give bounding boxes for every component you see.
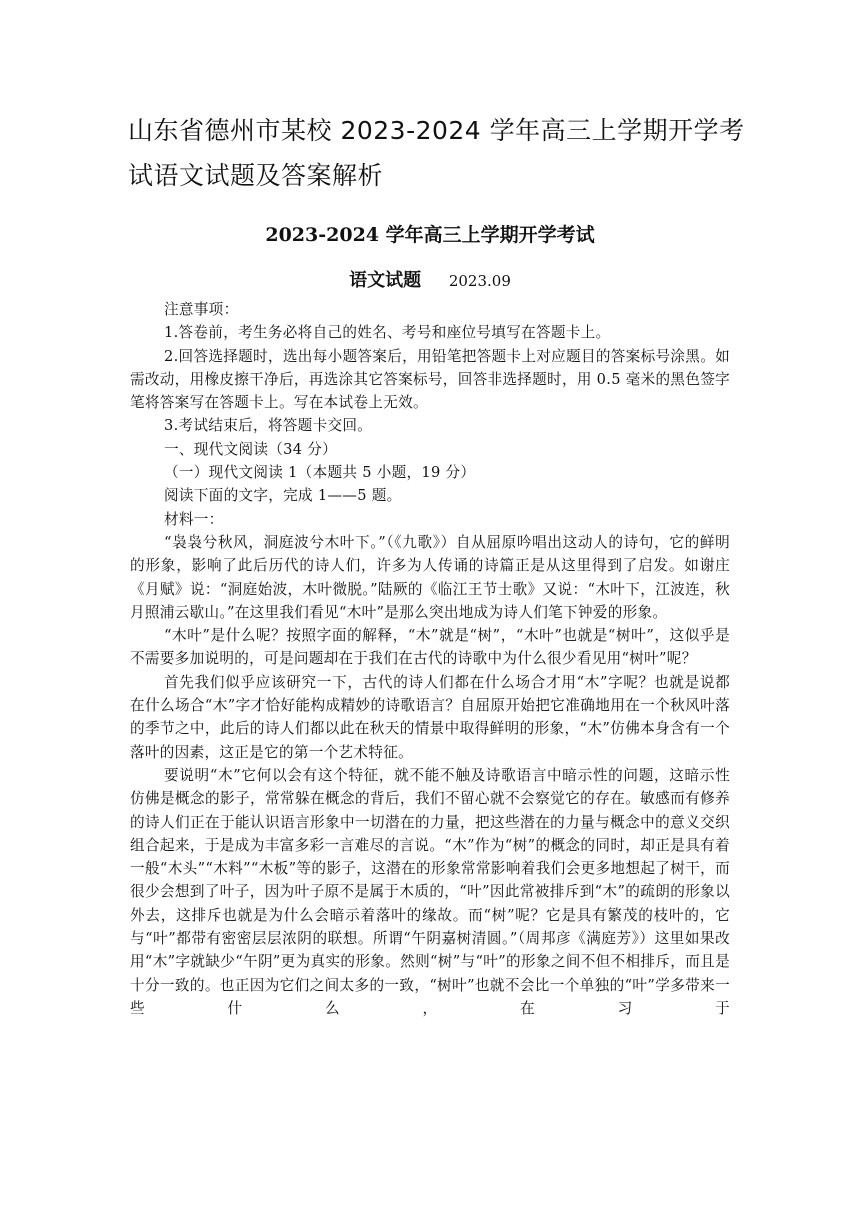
notice-item-3: 3.考试结束后，将答题卡交回。 (164, 417, 373, 435)
exam-body (130, 298, 730, 1020)
paragraph-4: 要说明“木”它何以会有这个特征，就不能不触及诗歌语言中暗示性的问题，这暗示性仿佛是概念的影子，常常躲在概念的背后，我们不留心就不会察觉它的存在。敏感而有修养的诗人们正在于能认识语言形象中一切潜在的力量，把这些潜在的力量与概念中的意义交织组合起来，于是成为丰富多彩一言难尽的言说。“木”作为“树”的概念的同时，却正是具有着一般“木头”“木料”“木板”等的影子，这潜在的形象常常影响着我们会更多地想起了树干，而很少会想到了叶子，因为叶子原不是属于木质的，“叶”因此常被排斥到“木”的疏朗的形象以外去，这排斥也就是为什么会暗示着落叶的缘故。而“树”呢？它是具有繁茂的枝叶的，它与“叶”都带有密密层层浓阴的联想。所谓“午阴嘉树清圆。”（周邦彦《满庭芳》）这里如果改用“木”字就缺少“午阴”更为真实的形象。然则“树”与“叶”的形象之间不但不相排斥，而且是十分一致的。也正因为它们之间太多的一致，“树叶”也就不会比一个单独的“叶”学多带来一些什么，在习于 (130, 766, 730, 1017)
exam-title: 2023-2024 学年高三上学期开学考试 (265, 224, 595, 246)
paragraph-3: 首先我们似乎应该研究一下，古代的诗人们都在什么场合才用“木”字呢？也就是说都在什么场合“木”字才恰好能构成精妙的诗歌语言？自屈原开始把它准确地用在一个秋风叶落的季节之中，此后的诗人们都以此在秋天的情景中取得鲜明的形象，“木”仿佛本身含有一个落叶的因素，这正是它的第一个艺术特征。 (130, 673, 730, 761)
notice-item-2: 2.回答选择题时，选出每小题答案后，用铅笔把答题卡上对应题目的答案标号涂黑。如需改动，用橡皮擦干净后，再选涂其它答案标号，回答非选择题时，用 0.5 毫米的黑色签字笔将答案写在答题卡上。写在本试卷上无效。 (130, 347, 730, 412)
paragraph-1: “袅袅兮秋风，洞庭波兮木叶下。”（《九歌》）自从屈原吟唱出这动人的诗句，它的鲜明的形象，影响了此后历代的诗人们，许多为人传诵的诗篇正是从这里得到了启发。如谢庄《月赋》说：“洞庭始波，木叶微脱。”陆厥的《临江王节士歌》又说：“木叶下，江波连，秋月照浦云歇山。”在这里我们看见“木叶”是那么突出地成为诗人们笔下钟爱的形象。 (130, 533, 730, 621)
notice-heading: 注意事项： (164, 301, 239, 318)
exam-date: 2023.09 (448, 272, 511, 290)
section-instruction: 阅读下面的文字，完成 1——5 题。 (164, 487, 402, 505)
paragraph-2: “木叶”是什么呢？按照字面的解释，“木”就是“树”，“木叶”也就是“树叶”，这似乎是不需要多加说明的，可是问题却在于我们在古代的诗歌中为什么很少看见用“树叶”呢？ (130, 627, 730, 668)
notice-item-1: 1.答卷前，考生务必将自己的姓名、考号和座位号填写在答题卡上。 (164, 324, 611, 342)
section-heading: 一、现代文阅读（34 分） (164, 440, 338, 458)
subject-name: 语文试题 (349, 270, 422, 291)
document-title: 山东省德州市某校 2023-2024 学年高三上学期开学考试语文试题及答案解析 (128, 116, 745, 190)
subject-line (0, 266, 860, 292)
section-sub-heading: （一）现代文阅读 1（本题共 5 小题，19 分） (164, 464, 476, 482)
material-label: 材料一： (164, 510, 224, 528)
